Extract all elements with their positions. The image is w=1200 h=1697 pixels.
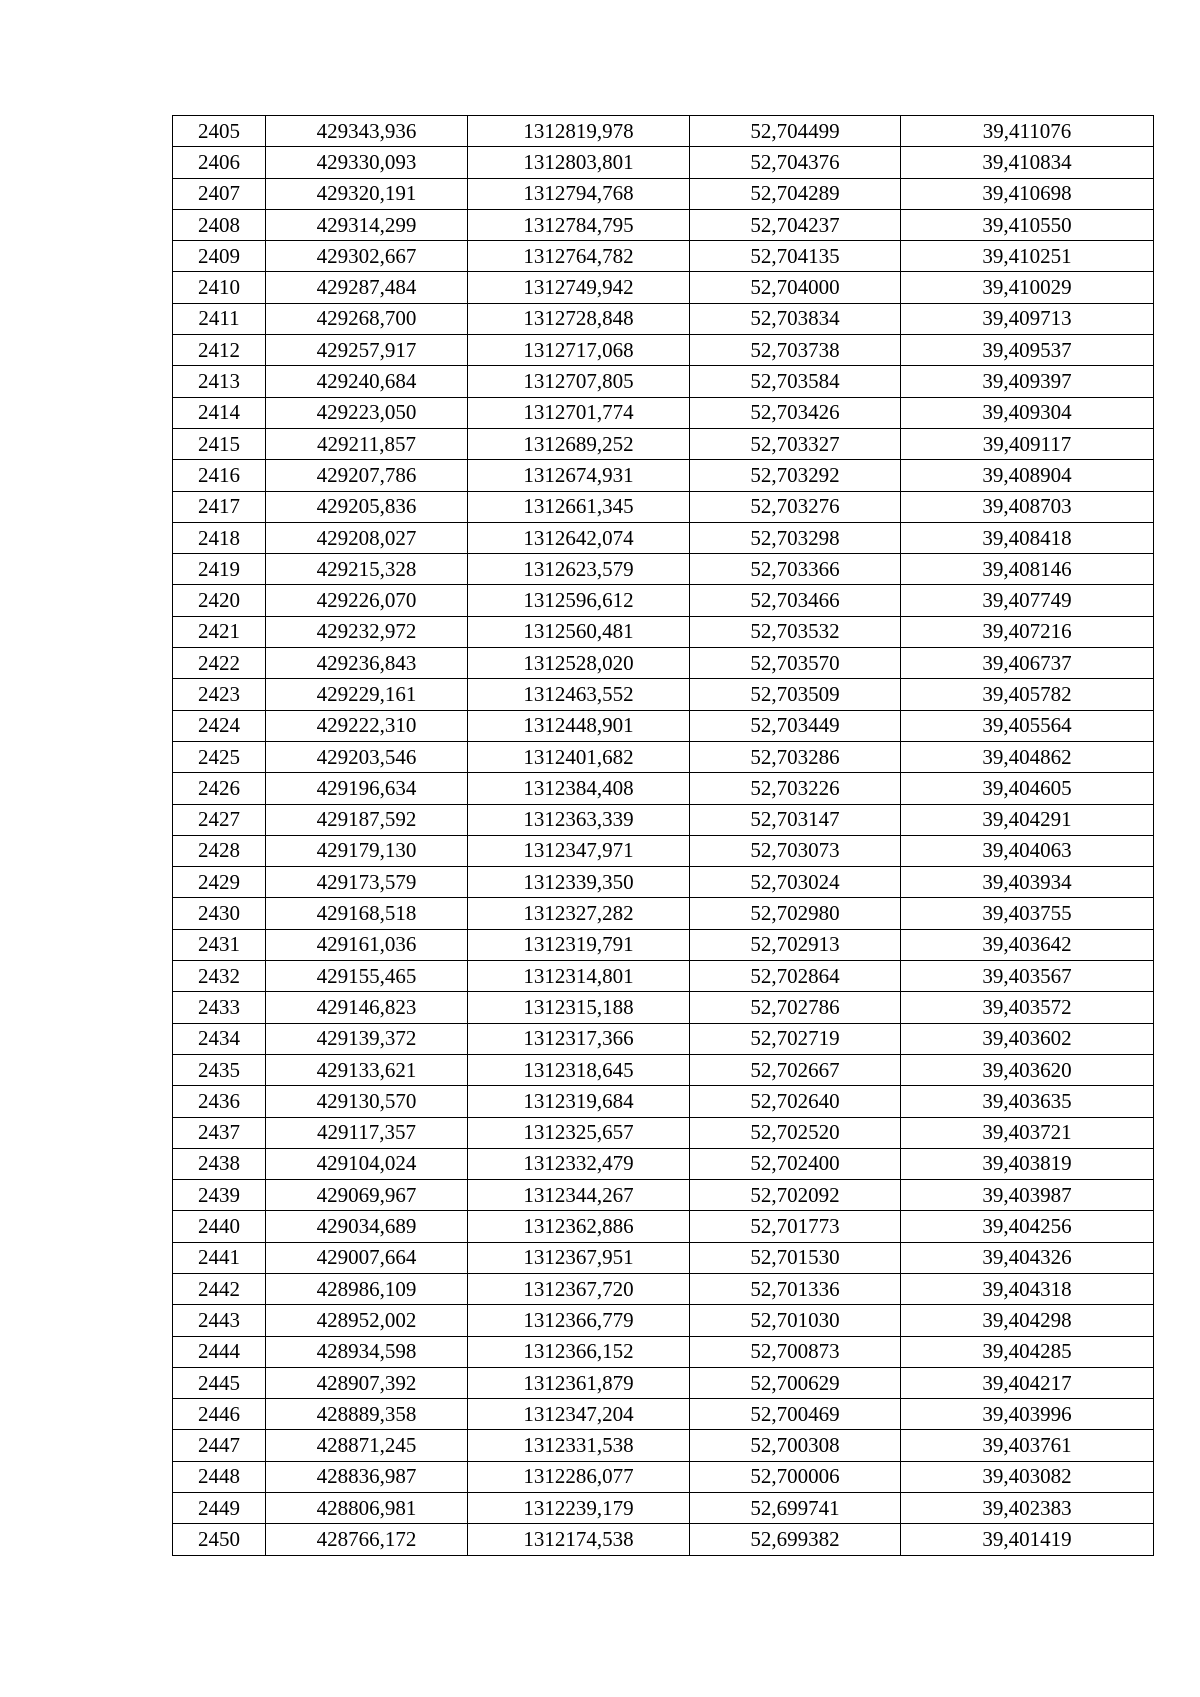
point-number-cell: 2450 [173, 1524, 266, 1555]
x-coordinate-cell: 428806,981 [266, 1493, 468, 1524]
table-row [173, 428, 1154, 459]
latitude-cell: 52,703147 [690, 804, 901, 835]
longitude-cell: 39,404862 [901, 741, 1154, 772]
longitude-cell: 39,404298 [901, 1305, 1154, 1336]
y-coordinate-cell: 1312319,791 [468, 929, 690, 960]
longitude-cell: 39,404326 [901, 1242, 1154, 1273]
table-row [173, 1117, 1154, 1148]
y-coordinate-cell: 1312327,282 [468, 898, 690, 929]
longitude-cell: 39,405782 [901, 679, 1154, 710]
point-number-cell: 2442 [173, 1273, 266, 1304]
table-row [173, 1336, 1154, 1367]
table-row [173, 1524, 1154, 1555]
table-row [173, 1086, 1154, 1117]
y-coordinate-cell: 1312317,366 [468, 1023, 690, 1054]
longitude-cell: 39,410251 [901, 241, 1154, 272]
y-coordinate-cell: 1312367,720 [468, 1273, 690, 1304]
latitude-cell: 52,703738 [690, 335, 901, 366]
longitude-cell: 39,404217 [901, 1367, 1154, 1398]
x-coordinate-cell: 429302,667 [266, 241, 468, 272]
y-coordinate-cell: 1312463,552 [468, 679, 690, 710]
x-coordinate-cell: 429168,518 [266, 898, 468, 929]
longitude-cell: 39,408146 [901, 554, 1154, 585]
y-coordinate-cell: 1312384,408 [468, 773, 690, 804]
y-coordinate-cell: 1312315,188 [468, 992, 690, 1023]
point-number-cell: 2446 [173, 1399, 266, 1430]
x-coordinate-cell: 429007,664 [266, 1242, 468, 1273]
latitude-cell: 52,703426 [690, 397, 901, 428]
point-number-cell: 2410 [173, 272, 266, 303]
y-coordinate-cell: 1312794,768 [468, 178, 690, 209]
longitude-cell: 39,403620 [901, 1054, 1154, 1085]
table-row [173, 209, 1154, 240]
longitude-cell: 39,403635 [901, 1086, 1154, 1117]
longitude-cell: 39,404285 [901, 1336, 1154, 1367]
table-row [173, 585, 1154, 616]
latitude-cell: 52,699741 [690, 1493, 901, 1524]
latitude-cell: 52,702520 [690, 1117, 901, 1148]
longitude-cell: 39,403572 [901, 992, 1154, 1023]
latitude-cell: 52,703584 [690, 366, 901, 397]
table-row [173, 1399, 1154, 1430]
latitude-cell: 52,703286 [690, 741, 901, 772]
table-row [173, 648, 1154, 679]
latitude-cell: 52,699382 [690, 1524, 901, 1555]
y-coordinate-cell: 1312361,879 [468, 1367, 690, 1398]
y-coordinate-cell: 1312332,479 [468, 1148, 690, 1179]
point-number-cell: 2426 [173, 773, 266, 804]
latitude-cell: 52,701336 [690, 1273, 901, 1304]
point-number-cell: 2409 [173, 241, 266, 272]
point-number-cell: 2411 [173, 303, 266, 334]
y-coordinate-cell: 1312701,774 [468, 397, 690, 428]
longitude-cell: 39,404063 [901, 835, 1154, 866]
y-coordinate-cell: 1312347,204 [468, 1399, 690, 1430]
x-coordinate-cell: 428952,002 [266, 1305, 468, 1336]
table-row [173, 1367, 1154, 1398]
table-row [173, 1148, 1154, 1179]
latitude-cell: 52,701030 [690, 1305, 901, 1336]
point-number-cell: 2449 [173, 1493, 266, 1524]
table-row [173, 335, 1154, 366]
latitude-cell: 52,700469 [690, 1399, 901, 1430]
point-number-cell: 2414 [173, 397, 266, 428]
table-row [173, 147, 1154, 178]
x-coordinate-cell: 429223,050 [266, 397, 468, 428]
table-row [173, 1211, 1154, 1242]
x-coordinate-cell: 429343,936 [266, 116, 468, 147]
y-coordinate-cell: 1312174,538 [468, 1524, 690, 1555]
longitude-cell: 39,408418 [901, 522, 1154, 553]
longitude-cell: 39,407216 [901, 616, 1154, 647]
latitude-cell: 52,700006 [690, 1461, 901, 1492]
x-coordinate-cell: 429229,161 [266, 679, 468, 710]
x-coordinate-cell: 429034,689 [266, 1211, 468, 1242]
x-coordinate-cell: 428986,109 [266, 1273, 468, 1304]
point-number-cell: 2436 [173, 1086, 266, 1117]
point-number-cell: 2413 [173, 366, 266, 397]
point-number-cell: 2420 [173, 585, 266, 616]
point-number-cell: 2430 [173, 898, 266, 929]
x-coordinate-cell: 429179,130 [266, 835, 468, 866]
table-row [173, 397, 1154, 428]
longitude-cell: 39,404318 [901, 1273, 1154, 1304]
point-number-cell: 2417 [173, 491, 266, 522]
x-coordinate-cell: 429314,299 [266, 209, 468, 240]
y-coordinate-cell: 1312642,074 [468, 522, 690, 553]
point-number-cell: 2418 [173, 522, 266, 553]
point-number-cell: 2415 [173, 428, 266, 459]
table-row [173, 1023, 1154, 1054]
x-coordinate-cell: 429236,843 [266, 648, 468, 679]
x-coordinate-cell: 429161,036 [266, 929, 468, 960]
latitude-cell: 52,702400 [690, 1148, 901, 1179]
latitude-cell: 52,702667 [690, 1054, 901, 1085]
latitude-cell: 52,702980 [690, 898, 901, 929]
table-row [173, 616, 1154, 647]
longitude-cell: 39,404256 [901, 1211, 1154, 1242]
table-row [173, 741, 1154, 772]
y-coordinate-cell: 1312728,848 [468, 303, 690, 334]
y-coordinate-cell: 1312717,068 [468, 335, 690, 366]
y-coordinate-cell: 1312674,931 [468, 460, 690, 491]
point-number-cell: 2412 [173, 335, 266, 366]
longitude-cell: 39,408904 [901, 460, 1154, 491]
point-number-cell: 2431 [173, 929, 266, 960]
point-number-cell: 2439 [173, 1180, 266, 1211]
latitude-cell: 52,703298 [690, 522, 901, 553]
x-coordinate-cell: 429232,972 [266, 616, 468, 647]
table-row [173, 992, 1154, 1023]
table-row [173, 773, 1154, 804]
x-coordinate-cell: 428934,598 [266, 1336, 468, 1367]
point-number-cell: 2448 [173, 1461, 266, 1492]
latitude-cell: 52,703466 [690, 585, 901, 616]
latitude-cell: 52,701773 [690, 1211, 901, 1242]
longitude-cell: 39,402383 [901, 1493, 1154, 1524]
x-coordinate-cell: 428836,987 [266, 1461, 468, 1492]
point-number-cell: 2427 [173, 804, 266, 835]
y-coordinate-cell: 1312707,805 [468, 366, 690, 397]
table-row [173, 460, 1154, 491]
table-row [173, 241, 1154, 272]
x-coordinate-cell: 429117,357 [266, 1117, 468, 1148]
x-coordinate-cell: 429222,310 [266, 710, 468, 741]
y-coordinate-cell: 1312764,782 [468, 241, 690, 272]
point-number-cell: 2432 [173, 961, 266, 992]
y-coordinate-cell: 1312331,538 [468, 1430, 690, 1461]
y-coordinate-cell: 1312661,345 [468, 491, 690, 522]
y-coordinate-cell: 1312339,350 [468, 867, 690, 898]
table-row [173, 522, 1154, 553]
table-row [173, 554, 1154, 585]
table-row [173, 1054, 1154, 1085]
y-coordinate-cell: 1312286,077 [468, 1461, 690, 1492]
latitude-cell: 52,702864 [690, 961, 901, 992]
latitude-cell: 52,700308 [690, 1430, 901, 1461]
table-row [173, 178, 1154, 209]
x-coordinate-cell: 429226,070 [266, 585, 468, 616]
x-coordinate-cell: 429208,027 [266, 522, 468, 553]
point-number-cell: 2422 [173, 648, 266, 679]
y-coordinate-cell: 1312366,152 [468, 1336, 690, 1367]
y-coordinate-cell: 1312749,942 [468, 272, 690, 303]
longitude-cell: 39,403567 [901, 961, 1154, 992]
latitude-cell: 52,703226 [690, 773, 901, 804]
point-number-cell: 2406 [173, 147, 266, 178]
x-coordinate-cell: 429130,570 [266, 1086, 468, 1117]
point-number-cell: 2445 [173, 1367, 266, 1398]
longitude-cell: 39,403987 [901, 1180, 1154, 1211]
point-number-cell: 2434 [173, 1023, 266, 1054]
longitude-cell: 39,403761 [901, 1430, 1154, 1461]
point-number-cell: 2405 [173, 116, 266, 147]
x-coordinate-cell: 429187,592 [266, 804, 468, 835]
longitude-cell: 39,405564 [901, 710, 1154, 741]
table-row [173, 835, 1154, 866]
latitude-cell: 52,703570 [690, 648, 901, 679]
longitude-cell: 39,403755 [901, 898, 1154, 929]
table-row [173, 679, 1154, 710]
latitude-cell: 52,703366 [690, 554, 901, 585]
latitude-cell: 52,704135 [690, 241, 901, 272]
y-coordinate-cell: 1312689,252 [468, 428, 690, 459]
longitude-cell: 39,403602 [901, 1023, 1154, 1054]
y-coordinate-cell: 1312344,267 [468, 1180, 690, 1211]
table-row [173, 366, 1154, 397]
point-number-cell: 2447 [173, 1430, 266, 1461]
x-coordinate-cell: 429139,372 [266, 1023, 468, 1054]
point-number-cell: 2407 [173, 178, 266, 209]
x-coordinate-cell: 428907,392 [266, 1367, 468, 1398]
longitude-cell: 39,410834 [901, 147, 1154, 178]
point-number-cell: 2416 [173, 460, 266, 491]
table-row [173, 867, 1154, 898]
y-coordinate-cell: 1312596,612 [468, 585, 690, 616]
longitude-cell: 39,409713 [901, 303, 1154, 334]
latitude-cell: 52,703292 [690, 460, 901, 491]
table-row [173, 116, 1154, 147]
longitude-cell: 39,410029 [901, 272, 1154, 303]
y-coordinate-cell: 1312366,779 [468, 1305, 690, 1336]
latitude-cell: 52,700873 [690, 1336, 901, 1367]
latitude-cell: 52,704289 [690, 178, 901, 209]
table-row [173, 929, 1154, 960]
point-number-cell: 2443 [173, 1305, 266, 1336]
table-row [173, 804, 1154, 835]
latitude-cell: 52,703509 [690, 679, 901, 710]
point-number-cell: 2419 [173, 554, 266, 585]
y-coordinate-cell: 1312528,020 [468, 648, 690, 679]
table-row [173, 1430, 1154, 1461]
y-coordinate-cell: 1312560,481 [468, 616, 690, 647]
x-coordinate-cell: 429268,700 [266, 303, 468, 334]
longitude-cell: 39,410698 [901, 178, 1154, 209]
latitude-cell: 52,702719 [690, 1023, 901, 1054]
longitude-cell: 39,401419 [901, 1524, 1154, 1555]
x-coordinate-cell: 429211,857 [266, 428, 468, 459]
longitude-cell: 39,408703 [901, 491, 1154, 522]
latitude-cell: 52,704000 [690, 272, 901, 303]
x-coordinate-cell: 429330,093 [266, 147, 468, 178]
table-row [173, 1493, 1154, 1524]
latitude-cell: 52,701530 [690, 1242, 901, 1273]
y-coordinate-cell: 1312819,978 [468, 116, 690, 147]
y-coordinate-cell: 1312401,682 [468, 741, 690, 772]
x-coordinate-cell: 428766,172 [266, 1524, 468, 1555]
latitude-cell: 52,702913 [690, 929, 901, 960]
point-number-cell: 2433 [173, 992, 266, 1023]
table-row [173, 491, 1154, 522]
y-coordinate-cell: 1312319,684 [468, 1086, 690, 1117]
latitude-cell: 52,703834 [690, 303, 901, 334]
x-coordinate-cell: 429320,191 [266, 178, 468, 209]
x-coordinate-cell: 429069,967 [266, 1180, 468, 1211]
latitude-cell: 52,703024 [690, 867, 901, 898]
coordinates-table [172, 115, 1154, 1556]
x-coordinate-cell: 429207,786 [266, 460, 468, 491]
point-number-cell: 2444 [173, 1336, 266, 1367]
table-row [173, 898, 1154, 929]
y-coordinate-cell: 1312362,886 [468, 1211, 690, 1242]
x-coordinate-cell: 429146,823 [266, 992, 468, 1023]
longitude-cell: 39,403082 [901, 1461, 1154, 1492]
latitude-cell: 52,704499 [690, 116, 901, 147]
point-number-cell: 2437 [173, 1117, 266, 1148]
longitude-cell: 39,411076 [901, 116, 1154, 147]
point-number-cell: 2408 [173, 209, 266, 240]
x-coordinate-cell: 428871,245 [266, 1430, 468, 1461]
longitude-cell: 39,403721 [901, 1117, 1154, 1148]
longitude-cell: 39,409304 [901, 397, 1154, 428]
y-coordinate-cell: 1312318,645 [468, 1054, 690, 1085]
y-coordinate-cell: 1312623,579 [468, 554, 690, 585]
point-number-cell: 2425 [173, 741, 266, 772]
longitude-cell: 39,409537 [901, 335, 1154, 366]
longitude-cell: 39,403934 [901, 867, 1154, 898]
table-row [173, 272, 1154, 303]
point-number-cell: 2424 [173, 710, 266, 741]
y-coordinate-cell: 1312363,339 [468, 804, 690, 835]
table-row [173, 1305, 1154, 1336]
longitude-cell: 39,409397 [901, 366, 1154, 397]
table-row [173, 1180, 1154, 1211]
latitude-cell: 52,703073 [690, 835, 901, 866]
longitude-cell: 39,404291 [901, 804, 1154, 835]
x-coordinate-cell: 429287,484 [266, 272, 468, 303]
point-number-cell: 2423 [173, 679, 266, 710]
latitude-cell: 52,700629 [690, 1367, 901, 1398]
y-coordinate-cell: 1312325,657 [468, 1117, 690, 1148]
latitude-cell: 52,702640 [690, 1086, 901, 1117]
longitude-cell: 39,407749 [901, 585, 1154, 616]
longitude-cell: 39,404605 [901, 773, 1154, 804]
longitude-cell: 39,406737 [901, 648, 1154, 679]
coordinates-table-body [173, 116, 1154, 1556]
y-coordinate-cell: 1312448,901 [468, 710, 690, 741]
latitude-cell: 52,704237 [690, 209, 901, 240]
longitude-cell: 39,409117 [901, 428, 1154, 459]
y-coordinate-cell: 1312239,179 [468, 1493, 690, 1524]
x-coordinate-cell: 429196,634 [266, 773, 468, 804]
x-coordinate-cell: 429133,621 [266, 1054, 468, 1085]
point-number-cell: 2429 [173, 867, 266, 898]
x-coordinate-cell: 429155,465 [266, 961, 468, 992]
latitude-cell: 52,702786 [690, 992, 901, 1023]
y-coordinate-cell: 1312347,971 [468, 835, 690, 866]
x-coordinate-cell: 429104,024 [266, 1148, 468, 1179]
latitude-cell: 52,704376 [690, 147, 901, 178]
point-number-cell: 2441 [173, 1242, 266, 1273]
table-row [173, 1461, 1154, 1492]
longitude-cell: 39,403819 [901, 1148, 1154, 1179]
x-coordinate-cell: 429205,836 [266, 491, 468, 522]
point-number-cell: 2438 [173, 1148, 266, 1179]
table-row [173, 1242, 1154, 1273]
longitude-cell: 39,410550 [901, 209, 1154, 240]
point-number-cell: 2440 [173, 1211, 266, 1242]
x-coordinate-cell: 429173,579 [266, 867, 468, 898]
x-coordinate-cell: 429240,684 [266, 366, 468, 397]
x-coordinate-cell: 429215,328 [266, 554, 468, 585]
latitude-cell: 52,703276 [690, 491, 901, 522]
table-row [173, 961, 1154, 992]
x-coordinate-cell: 429257,917 [266, 335, 468, 366]
latitude-cell: 52,702092 [690, 1180, 901, 1211]
table-row [173, 303, 1154, 334]
y-coordinate-cell: 1312784,795 [468, 209, 690, 240]
longitude-cell: 39,403996 [901, 1399, 1154, 1430]
latitude-cell: 52,703449 [690, 710, 901, 741]
y-coordinate-cell: 1312367,951 [468, 1242, 690, 1273]
point-number-cell: 2421 [173, 616, 266, 647]
longitude-cell: 39,403642 [901, 929, 1154, 960]
y-coordinate-cell: 1312803,801 [468, 147, 690, 178]
x-coordinate-cell: 429203,546 [266, 741, 468, 772]
point-number-cell: 2428 [173, 835, 266, 866]
table-row [173, 710, 1154, 741]
x-coordinate-cell: 428889,358 [266, 1399, 468, 1430]
latitude-cell: 52,703327 [690, 428, 901, 459]
point-number-cell: 2435 [173, 1054, 266, 1085]
y-coordinate-cell: 1312314,801 [468, 961, 690, 992]
latitude-cell: 52,703532 [690, 616, 901, 647]
table-row [173, 1273, 1154, 1304]
